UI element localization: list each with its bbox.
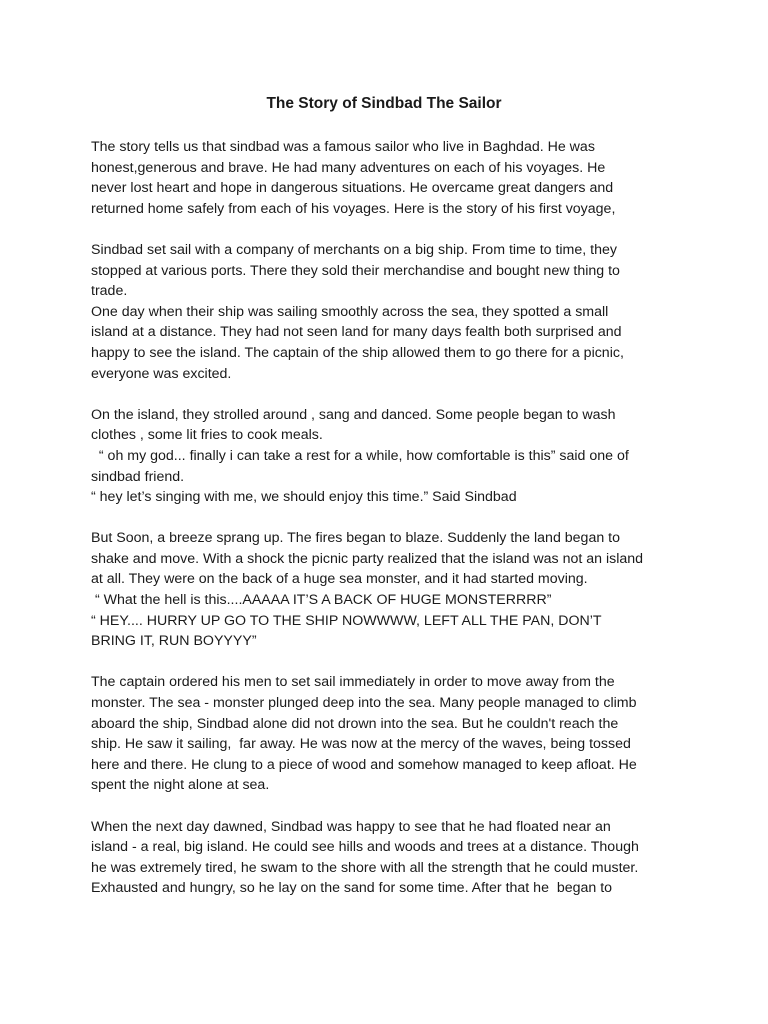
text-line: The story tells us that sindbad was a famous sailor who live in Baghdad. He was bbox=[91, 139, 595, 155]
text-line: happy to see the island. The captain of the ship allowed them to go there for a picnic, bbox=[91, 344, 624, 361]
text-line: aboard the ship, Sindbad alone did not drown into the sea. But he couldn't reach the bbox=[91, 715, 619, 732]
paragraph-gap bbox=[91, 384, 691, 405]
text-line: monster. The sea - monster plunged deep into the sea. Many people managed to climb bbox=[91, 695, 637, 712]
text-line: “ oh my god... finally i can take a rest for a while, how comfortable is this” said one of bbox=[91, 447, 629, 464]
text-line: never lost heart and hope in dangerous situations. He overcame great dangers and bbox=[91, 180, 614, 197]
text-line: “ What the hell is this....AAAAA IT’S A BACK OF HUGE MONSTERRRR” bbox=[91, 592, 552, 609]
text-line: stopped at various ports. There they sold their merchandise and bought new thing to bbox=[91, 262, 620, 279]
paragraph bbox=[91, 817, 691, 899]
text-line: Exhausted and hungry, so he lay on the sand for some time. After that he began to bbox=[91, 880, 613, 897]
paragraph bbox=[91, 240, 691, 384]
text-line: island at a distance. They had not seen land for many days fealth both surprised and bbox=[91, 324, 622, 341]
text-line: he was extremely tired, he swam to the shore with all the strength that he could muster. bbox=[91, 859, 639, 876]
text-line: at all. They were on the back of a huge sea monster, and it had started moving. bbox=[91, 571, 588, 588]
paragraph bbox=[91, 137, 691, 219]
text-line: One day when their ship was sailing smoothly across the sea, they spotted a small bbox=[91, 303, 609, 320]
text-line: But Soon, a breeze sprang up. The fires began to blaze. Suddenly the land began to bbox=[91, 530, 620, 547]
text-line: “ HEY.... HURRY UP GO TO THE SHIP NOWWWW, LEFT ALL THE PAN, DON’T bbox=[91, 612, 602, 629]
text-line: everyone was excited. bbox=[91, 365, 232, 382]
text-line: honest,generous and brave. He had many adventures on each of his voyages. He bbox=[91, 159, 606, 176]
text-line: shake and move. With a shock the picnic party realized that the island was not an island bbox=[91, 550, 644, 567]
text-line: returned home safely from each of his voyages. Here is the story of his first voyage, bbox=[91, 200, 616, 217]
paragraph-gap bbox=[91, 652, 691, 673]
text-line: trade. bbox=[91, 283, 128, 300]
text-line: On the island, they strolled around , sang and danced. Some people began to wash bbox=[91, 406, 616, 423]
text-line: The captain ordered his men to set sail immediately in order to move away from the bbox=[91, 674, 615, 691]
text-line: When the next day dawned, Sindbad was happy to see that he had floated near an bbox=[91, 818, 611, 835]
text-line: here and there. He clung to a piece of wood and somehow managed to keep afloat. He bbox=[91, 756, 637, 773]
text-line: Sindbad set sail with a company of merchants on a big ship. From time to time, they bbox=[91, 241, 617, 258]
paragraph-gap bbox=[91, 796, 691, 817]
paragraph bbox=[91, 528, 691, 652]
paragraph bbox=[91, 672, 691, 796]
paragraph-gap bbox=[91, 219, 691, 240]
text-line: clothes , some lit fries to cook meals. bbox=[91, 427, 323, 444]
paragraph-gap bbox=[91, 508, 691, 529]
paragraph bbox=[91, 405, 691, 508]
text-line: BRING IT, RUN BOYYYY” bbox=[91, 633, 257, 650]
document-body bbox=[91, 137, 691, 899]
text-line: ship. He saw it sailing, far away. He was now at the mercy of the waves, being tossed bbox=[91, 736, 631, 753]
text-line: island - a real, big island. He could see hills and woods and trees at a distance. Though bbox=[91, 839, 639, 856]
text-line: spent the night alone at sea. bbox=[91, 777, 270, 794]
text-line: “ hey let’s singing with me, we should enjoy this time.” Said Sindbad bbox=[91, 489, 517, 506]
text-line: sindbad friend. bbox=[91, 468, 185, 485]
document-title: The Story of Sindbad The Sailor bbox=[266, 95, 502, 112]
